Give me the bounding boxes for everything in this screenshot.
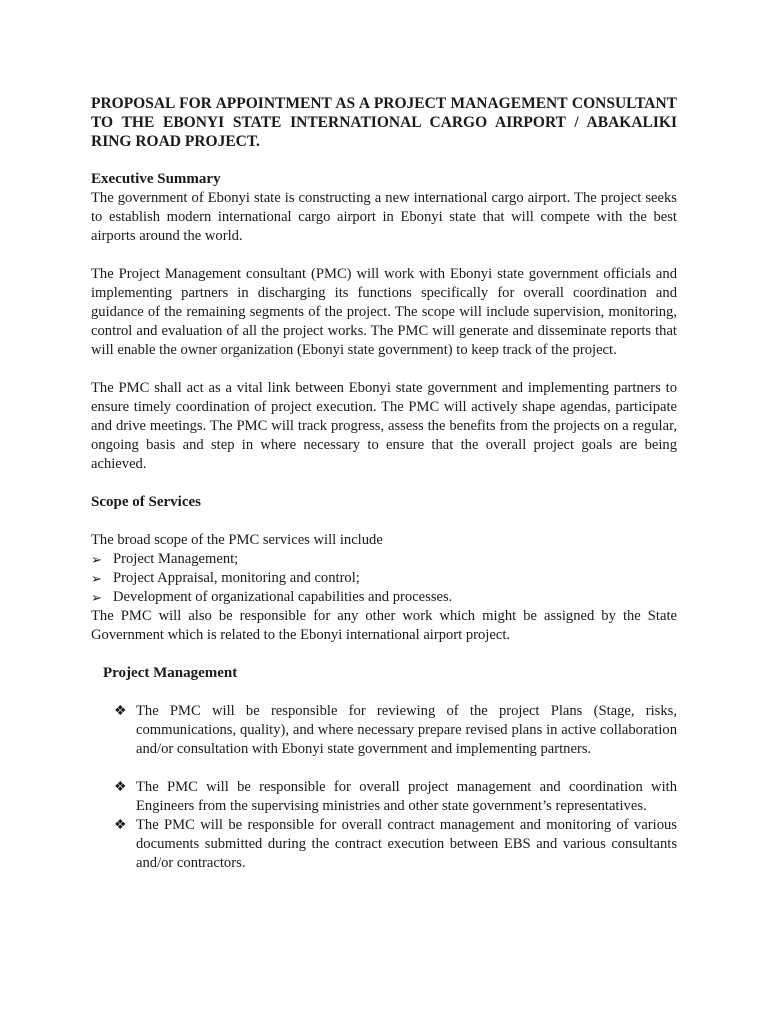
diamond-bullet-icon: ❖: [114, 780, 127, 795]
arrow-bullet-icon: ➢: [91, 552, 102, 567]
project-management-item: [91, 816, 677, 873]
project-management-item-text: The PMC will be responsible for reviewing of the project Plans (Stage, risks, communications, quality), and where necessary prepare revised plans in active collaboration and/or consultation with Ebonyi state government and implementing partners.: [136, 703, 677, 757]
scope-list: [91, 550, 677, 607]
scope-list-item: [91, 588, 677, 607]
executive-summary-paragraph-1: The government of Ebonyi state is constructing a new international cargo airport. The project seeks to establish modern international cargo airport in Ebonyi state that will compete with the best airports around the world.: [91, 190, 677, 244]
diamond-bullet-icon: ❖: [114, 704, 127, 719]
scope-list-item: [91, 550, 677, 569]
document-page: [91, 94, 677, 873]
diamond-bullet-icon: ❖: [114, 818, 127, 833]
scope-list-item-text: Project Management;: [113, 551, 239, 567]
scope-of-services-heading: Scope of Services: [91, 494, 201, 510]
scope-list-item-text: Development of organizational capabilities and processes.: [113, 589, 453, 605]
project-management-list: [91, 702, 677, 873]
executive-summary-paragraph-3: The PMC shall act as a vital link between Ebonyi state government and implementing partners to ensure timely coordination of project execution. The PMC will actively shape agendas, participate and drive meetings. The PMC will track progress, assess the benefits from the projects on a regular, ongoing basis and step in where necessary to ensure that the overall project goals are being achieved.: [91, 380, 677, 472]
executive-summary-heading: Executive Summary: [91, 171, 221, 187]
executive-summary-paragraph-2: The Project Management consultant (PMC) will work with Ebonyi state government officials and implementing partners in discharging its functions specifically for overall coordination and guidance of the remaining segments of the project. The scope will include supervision, monitoring, control and evaluation of all the project works. The PMC will generate and disseminate reports that will enable the owner organization (Ebonyi state government) to keep track of the project.: [91, 266, 677, 358]
project-management-item-text: The PMC will be responsible for overall contract management and monitoring of various documents submitted during the contract execution between EBS and various consultants and/or contractors.: [136, 817, 677, 871]
arrow-bullet-icon: ➢: [91, 590, 102, 605]
scope-list-item: [91, 569, 677, 588]
project-management-item: [91, 778, 677, 816]
scope-closing: The PMC will also be responsible for any other work which might be assigned by the State Government which is related to the Ebonyi international airport project.: [91, 608, 677, 643]
project-management-item: [91, 702, 677, 759]
document-title: PROPOSAL FOR APPOINTMENT AS A PROJECT MANAGEMENT CONSULTANT TO THE EBONYI STATE INTERNATIONAL CARGO AIRPORT / ABAKALIKI RING ROAD PROJECT.: [91, 95, 677, 150]
project-management-heading: Project Management: [103, 665, 238, 681]
scope-list-item-text: Project Appraisal, monitoring and control;: [113, 570, 360, 586]
project-management-item-text: The PMC will be responsible for overall project management and coordination with Engineers from the supervising ministries and other state government’s representatives.: [136, 779, 677, 814]
scope-intro: The broad scope of the PMC services will include: [91, 532, 383, 548]
arrow-bullet-icon: ➢: [91, 571, 102, 586]
